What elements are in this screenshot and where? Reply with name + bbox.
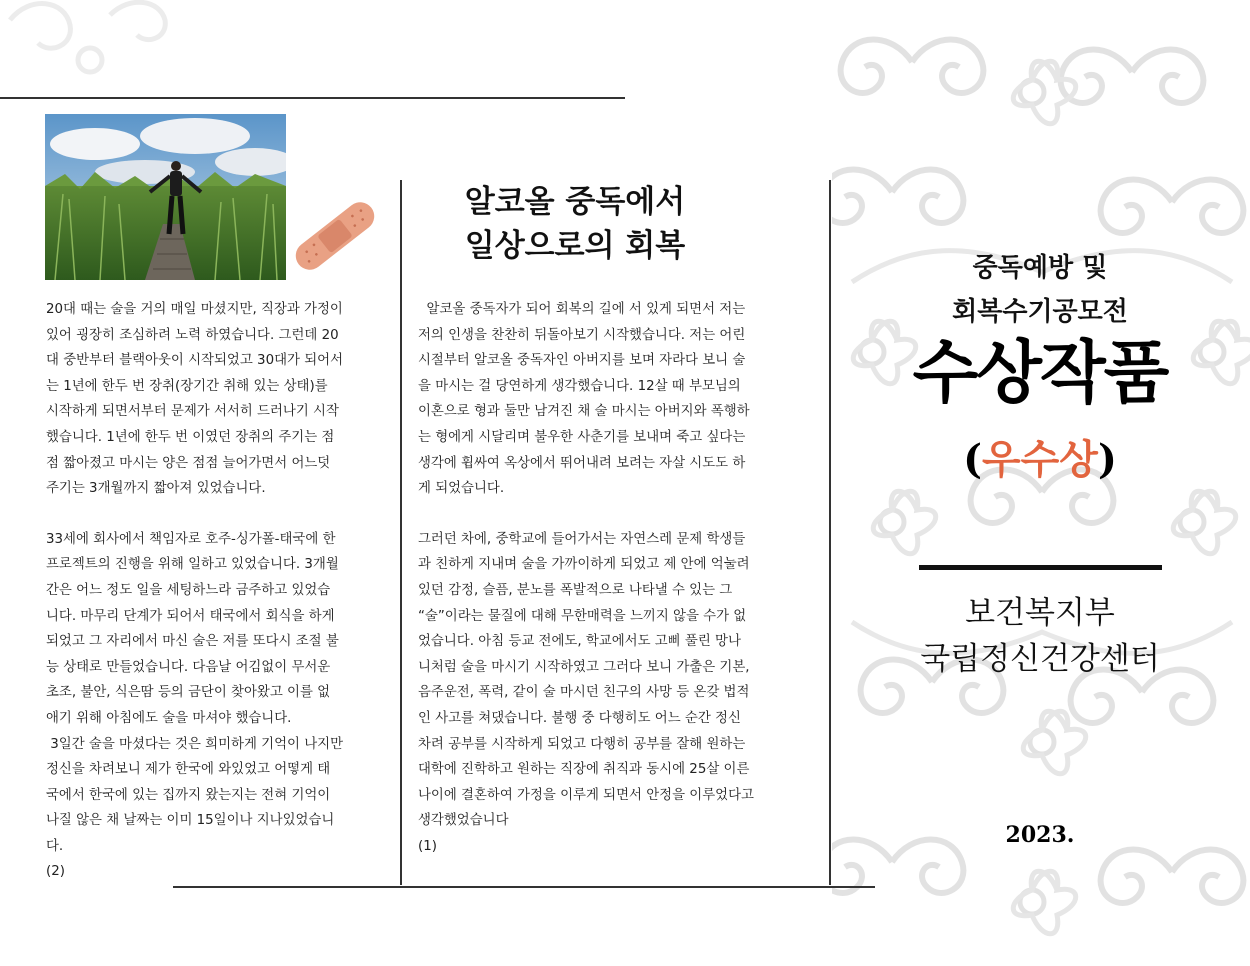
rank-paren-close: ) xyxy=(1097,436,1117,483)
cover-rule xyxy=(919,565,1162,570)
cover-organization xyxy=(845,590,1235,682)
recovery-photo xyxy=(45,114,286,280)
decorative-pattern-left xyxy=(0,0,200,95)
bottom-rule xyxy=(173,886,875,888)
rank-paren-open: ( xyxy=(963,436,983,483)
article-title xyxy=(405,180,745,268)
organization-line-2: 국립정신건강센터 xyxy=(920,641,1160,677)
bandage-icon xyxy=(288,196,382,276)
column-divider-right xyxy=(829,180,831,885)
middle-paragraph-1: 알코올 중독자가 되어 회복의 길에 서 있게 되면서 저는 저의 인생을 찬찬히 뒤돌아보기 시작했습니다. 저는 어린 시절부터 알코올 중독자인 아버지를 보며 자라다 보니 술 을 마시는 걸 당연하게 생각했습니다. 12살 때 부모님의 이혼으로 형과 둘만 남겨진 채 술 마시는 아버지와 폭행하 는 형에게 시달리며 불우한 사춘기를 보내며 죽고 싶다는 생각에 휩싸여 옥상에서 뛰어내려 보려는 자살 시도도 하 게 되었습니다. xyxy=(418,302,750,497)
article-title-line-2: 일상으로의 회복 xyxy=(464,228,686,264)
article-title-line-1: 알코올 중독에서 xyxy=(464,184,686,220)
cover-subtitle xyxy=(845,246,1235,334)
column-divider-left xyxy=(400,180,402,885)
cover-year: 2023. xyxy=(1005,822,1075,848)
organization-line-1: 보건복지부 xyxy=(965,595,1115,631)
left-page-number: (2) xyxy=(46,864,65,880)
middle-column xyxy=(418,297,818,859)
middle-paragraph-2: 그러던 차에, 중학교에 들어가서는 자연스레 문제 학생들 과 친하게 지내며 술을 가까이하게 되었고 제 안에 억눌려 있던 감정, 슬픔, 분노를 폭발적으로 나타낼 수 있는 그 “술”이라는 물질에 대해 무한매력을 느끼지 않을 수가 없 었습니다. 아침 등교 전에도, 학교에서도 고삐 풀린 망나 니처럼 술을 마시기 시작하였고 그러다 보니 가출은 기본, 음주운전, 폭력, 같이 술 마시던 친구의 사망 등 온갖 법적 인 사고를 쳐댔습니다. 불행 중 다행히도 어느 순간 정신 차려 공부를 시작하게 되었고 다행히 공부를 잘해 원하는 대학에 진학하고 원하는 직장에 취직과 동시에 25살 이른 나이에 결혼하여 가정을 이루게 되면서 안정을 이루었다고 생각했었습니다 xyxy=(418,531,754,829)
cover-award-rank xyxy=(845,428,1235,492)
cover-award-title: 수상작품 xyxy=(912,333,1168,413)
left-paragraph-1: 20대 때는 술을 거의 매일 마셨지만, 직장과 가정이 있어 굉장히 조심하려 노력 하였습니다. 그런데 20 대 중반부터 블랙아웃이 시작되었고 30대가 되어서 는 1년에 한두 번 장취(장기간 취해 있는 상태)를 시작하게 되면서부터 문제가 서서히 드러나기 시작 했습니다. 1년에 한두 번 이였던 장취의 주기는 점 점 짧아졌고 마시는 양은 점점 늘어가면서 어느덧 주기는 3개월까지 짧아져 있었습니다. xyxy=(46,302,344,497)
cover-subtitle-line-2: 회복수기공모전 xyxy=(952,297,1128,327)
cover-subtitle-line-1: 중독예방 및 xyxy=(972,253,1108,283)
left-paragraph-2: 33세에 회사에서 책임자로 호주-싱가폴-태국에 한 프로젝트의 진행을 위해 일하고 있었습니다. 3개월 간은 어느 정도 일을 세팅하느라 금주하고 있었습 니다. 마무리 단계가 되어서 태국에서 회식을 하게 되었고 그 자리에서 마신 술은 저를 또다시 조절 불 능 상태로 만들었습니다. 다음날 어김없이 무서운 초조, 불안, 식은땀 등의 금단이 찾아왔고 이를 없 애기 위해 아침에도 술을 마셔야 했습니다. 3일간 술을 마셨다는 것은 희미하게 기억이 나지만 정신을 차려보니 제가 한국에 와있었고 어떻게 태 국에서 한국에 있는 집까지 왔는지는 전혀 기억이 나질 않은 채 날짜는 이미 15일이나 지나있었습니 다. xyxy=(46,531,344,854)
rank-label: 우수상 xyxy=(982,436,1098,483)
middle-page-number: (1) xyxy=(418,838,437,854)
top-rule xyxy=(0,97,625,99)
left-column xyxy=(46,297,391,885)
